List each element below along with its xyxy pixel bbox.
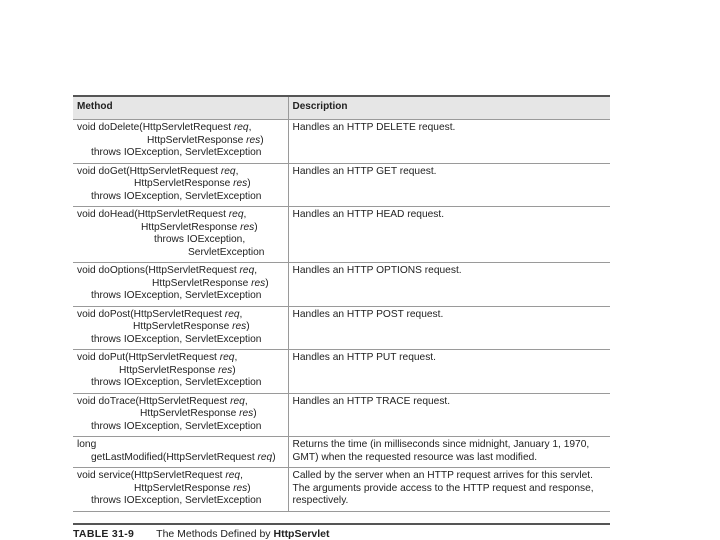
param-name: req [230,395,245,407]
param-name: res [218,364,233,376]
method-punct: ) [253,408,257,419]
param-name: req [225,470,241,481]
description-cell-doDelete: Handles an HTTP DELETE request. [288,120,610,164]
table-row [73,163,610,207]
method-text: getLastModified(HttpServletRequest [91,451,258,463]
method-line [77,222,284,235]
method-punct: ) [272,451,276,463]
method-line [77,439,284,452]
method-cell-doPut [73,350,288,394]
param-name: req [220,165,236,177]
method-text: void service(HttpServletRequest [77,470,226,481]
param-name: res [246,134,261,146]
method-text: HttpServletResponse [141,221,241,233]
description-cell-doPost: Handles an HTTP POST request. [288,306,610,350]
table-body [73,120,610,512]
description-cell-doPut: Handles an HTTP PUT request. [288,350,610,394]
header-method: Method [73,96,288,120]
method-line [77,470,284,483]
description-cell-service: Called by the server when an HTTP request arrives for this servlet. The arguments provide access to the HTTP request and response, respectively. [288,468,610,512]
method-cell-doGet [73,163,288,207]
method-text: void doTrace(HttpServletRequest [77,395,231,407]
table-row [73,468,610,512]
method-text: HttpServletResponse [152,277,252,289]
method-text: ServletException [188,246,265,258]
method-line [77,147,284,160]
method-text: HttpServletResponse [134,178,234,189]
method-line [77,483,284,496]
method-line [77,352,284,365]
method-punct: , [235,165,239,177]
param-name: res [239,408,254,419]
param-name: req [257,451,273,463]
method-text: void doOptions(HttpServletRequest [77,265,240,276]
param-name: res [240,221,255,233]
param-name: req [228,209,244,220]
method-line [77,234,284,247]
method-line [77,135,284,148]
method-line [77,122,284,135]
description-cell-doOptions: Handles an HTTP OPTIONS request. [288,263,610,307]
method-text: throws IOException, ServletException [91,495,262,506]
method-text: void doGet(HttpServletRequest [77,165,221,177]
method-line [77,321,284,334]
method-cell-service [73,468,288,512]
method-line [77,178,284,191]
table-row [73,306,610,350]
description-cell-doTrace: Handles an HTTP TRACE request. [288,393,610,437]
method-punct: , [243,209,247,220]
method-text: void doPost(HttpServletRequest [77,308,225,320]
param-name: res [232,321,247,332]
method-text: HttpServletResponse [119,364,219,376]
method-punct: ) [247,482,251,494]
method-text: throws IOException, ServletException [91,333,262,345]
param-name: req [233,122,249,133]
method-punct: , [254,265,258,276]
table-header-row [73,96,610,120]
table-row [73,263,610,307]
table-row [73,207,610,263]
description-cell-doHead: Handles an HTTP HEAD request. [288,207,610,263]
methods-table [73,95,610,512]
method-punct: ) [254,221,258,233]
param-name: res [251,277,266,289]
method-text: HttpServletResponse [147,134,247,146]
method-cell-doTrace [73,393,288,437]
methods-table-container [73,95,610,512]
method-line [77,209,284,222]
method-punct: ) [247,178,251,189]
table-row [73,120,610,164]
param-name: req [219,352,235,363]
method-line [77,166,284,179]
header-description: Description [288,96,610,120]
method-punct: , [234,352,238,363]
method-line [77,247,284,260]
method-line [77,309,284,322]
method-punct: , [248,122,252,133]
method-punct: ) [232,364,236,376]
method-text: HttpServletResponse [134,482,234,494]
method-cell-doHead [73,207,288,263]
method-punct: ) [265,277,269,289]
caption-title: The Methods Defined by [156,528,274,540]
method-cell-doOptions [73,263,288,307]
param-name: req [224,308,240,320]
caption-class-name: HttpServlet [273,528,330,540]
table-row [73,393,610,437]
method-punct: ) [246,321,250,332]
method-line [77,452,284,465]
param-name: res [233,178,248,189]
method-line [77,421,284,434]
method-line [77,334,284,347]
method-text: void doPut(HttpServletRequest [77,352,220,363]
method-cell-doPost [73,306,288,350]
method-text: long [77,439,97,450]
param-name: req [239,265,255,276]
method-line [77,191,284,204]
method-text: void doDelete(HttpServletRequest [77,122,234,133]
method-cell-getLastModified [73,437,288,468]
method-line [77,396,284,409]
method-text: HttpServletResponse [140,408,240,419]
method-text: throws IOException, ServletException [91,377,262,388]
method-text: throws IOException, ServletException [91,290,262,301]
method-text: throws IOException, [154,234,246,245]
method-line [77,377,284,390]
table-row [73,350,610,394]
method-line [77,265,284,278]
method-punct: , [239,308,243,320]
table-caption [73,523,610,540]
method-line [77,278,284,291]
caption-number: TABLE 31-9 [73,528,135,540]
param-name: res [233,482,248,494]
description-cell-getLastModified: Returns the time (in milliseconds since midnight, January 1, 1970, GMT) when the requested resource was last modified. [288,437,610,468]
description-cell-doGet: Handles an HTTP GET request. [288,163,610,207]
method-text: void doHead(HttpServletRequest [77,209,229,220]
method-text: throws IOException, ServletException [91,147,262,158]
method-line [77,365,284,378]
method-punct: , [240,470,243,481]
method-punct: , [244,395,248,407]
method-line [77,290,284,303]
method-cell-doDelete [73,120,288,164]
method-text: HttpServletResponse [133,321,233,332]
method-punct: ) [260,134,264,146]
method-text: throws IOException, ServletException [91,190,262,202]
method-text: throws IOException, ServletException [91,420,262,432]
method-line [77,408,284,421]
table-row [73,437,610,468]
method-line [77,495,284,508]
